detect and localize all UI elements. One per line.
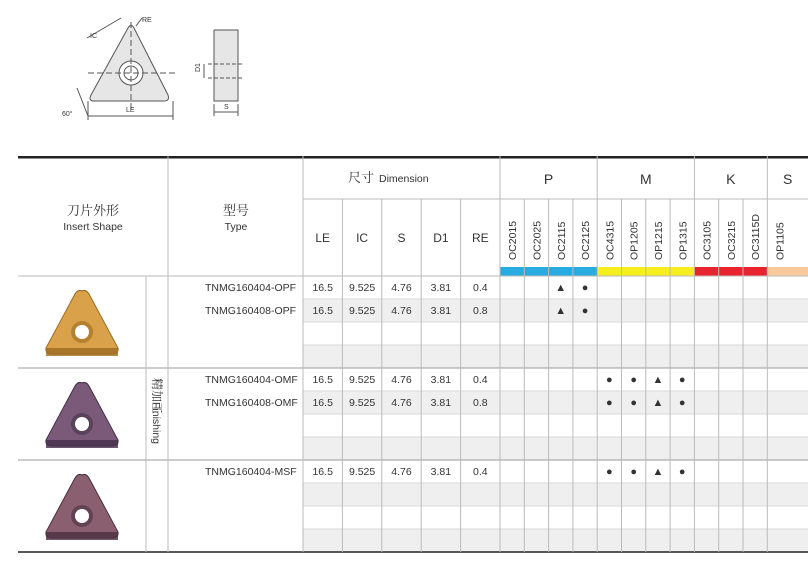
row-0-dim-re: 0.4: [472, 282, 488, 294]
grade-oc3105: OC3105: [701, 220, 714, 260]
row-4-grade-mark: ●: [606, 374, 613, 386]
insert-purple: [46, 382, 118, 448]
row-stripe: [303, 529, 808, 552]
row-0-dim-d1: 3.81: [430, 282, 452, 294]
dimension-subheading: Dimension: [379, 173, 429, 185]
application-cn: 精加工: [150, 378, 164, 415]
row-8-grade-mark: ●: [606, 466, 613, 478]
row-4-dim-le: 16.5: [312, 374, 333, 386]
grade-op1215: OP1215: [652, 221, 665, 260]
row-1-dim-ic: 9.525: [348, 305, 376, 317]
row-8-dim-s: 4.76: [391, 466, 412, 478]
row-1-dim-d1: 3.81: [430, 305, 452, 317]
insert-diagram: [0, 0, 808, 155]
grade-op1205: OP1205: [628, 221, 641, 260]
type-subheading: Type: [224, 221, 248, 233]
row-type-1: TNMG160408-OPF: [205, 305, 297, 317]
angle-label: 60°: [62, 111, 73, 118]
insert-gold: [46, 290, 118, 356]
grade-oc3115d: OC3115D: [750, 214, 763, 260]
row-4-dim-re: 0.4: [472, 374, 488, 386]
group-label-s: S: [782, 171, 793, 187]
row-type-8: TNMG160404-MSF: [205, 466, 297, 478]
dimension-heading: 尺寸: [347, 170, 374, 185]
row-8-dim-re: 0.4: [472, 466, 488, 478]
dim-col-re: RE: [471, 231, 489, 245]
row-8-grade-mark: ●: [678, 466, 686, 478]
row-5-dim-d1: 3.81: [430, 397, 452, 409]
row-5-dim-le: 16.5: [312, 397, 333, 409]
row-5-dim-ic: 9.525: [348, 397, 376, 409]
grade-oc3215: OC3215: [725, 220, 738, 260]
dim-col-d1: D1: [433, 231, 449, 245]
row-5-grade-mark: ●: [606, 397, 613, 409]
grade-op1105: OP1105: [774, 222, 787, 260]
row-0-dim-s: 4.76: [391, 282, 412, 294]
dim-col-ic: IC: [356, 231, 369, 245]
row-8-dim-ic: 9.525: [348, 466, 376, 478]
row-8-dim-d1: 3.81: [430, 466, 452, 478]
le-label: LE: [126, 107, 135, 114]
row-type-5: TNMG160408-OMF: [205, 397, 298, 409]
grade-op1315: OP1315: [677, 221, 690, 260]
row-5-grade-mark: ●: [678, 397, 686, 409]
re-label: RE: [142, 17, 152, 24]
row-stripe: [303, 345, 808, 368]
row-0-grade-mark: ●: [581, 282, 589, 294]
dim-col-s: S: [397, 231, 406, 245]
insert-table: [18, 156, 808, 556]
row-5-grade-mark: ▲: [652, 397, 664, 409]
row-stripe: [303, 391, 808, 414]
row-stripe: [303, 437, 808, 460]
insert-shape-subheading: Insert Shape: [63, 221, 123, 233]
row-4-grade-mark: ●: [678, 374, 686, 386]
row-5-dim-re: 0.8: [472, 397, 488, 409]
row-8-grade-mark: ●: [630, 466, 637, 478]
row-1-grade-mark: ▲: [555, 305, 567, 317]
dim-col-le: LE: [315, 231, 331, 245]
insert-mauve: [46, 474, 118, 540]
d1-label: D1: [195, 63, 202, 72]
row-1-dim-re: 0.8: [472, 305, 488, 317]
row-8-grade-mark: ▲: [652, 466, 664, 478]
row-type-4: TNMG160404-OMF: [205, 374, 298, 386]
insert-shape-heading: 刀片外形: [66, 203, 120, 218]
grade-oc2125: OC2125: [580, 220, 593, 260]
grade-oc4315: OC4315: [604, 220, 617, 260]
grade-oc2025: OC2025: [531, 220, 544, 260]
row-8-dim-le: 16.5: [312, 466, 333, 478]
s-label: S: [224, 104, 229, 111]
grade-oc2015: OC2015: [507, 220, 520, 260]
row-5-dim-s: 4.76: [391, 397, 412, 409]
row-1-grade-mark: ●: [581, 305, 589, 317]
row-4-dim-d1: 3.81: [430, 374, 452, 386]
ic-label: IC: [90, 33, 97, 40]
group-color-bar-k: [694, 267, 767, 276]
group-label-p: P: [543, 171, 554, 187]
row-1-dim-le: 16.5: [312, 305, 333, 317]
row-0-grade-mark: ▲: [555, 282, 567, 294]
row-5-grade-mark: ●: [630, 397, 637, 409]
row-0-dim-ic: 9.525: [348, 282, 376, 294]
row-4-dim-ic: 9.525: [348, 374, 376, 386]
row-4-grade-mark: ▲: [652, 374, 664, 386]
row-4-grade-mark: ●: [630, 374, 637, 386]
application-en: Finishing: [150, 402, 162, 445]
row-0-dim-le: 16.5: [312, 282, 333, 294]
type-heading: 型号: [222, 203, 250, 218]
row-4-dim-s: 4.76: [391, 374, 412, 386]
grade-oc2115: OC2115: [555, 221, 568, 260]
row-stripe: [303, 483, 808, 506]
row-type-0: TNMG160404-OPF: [205, 282, 297, 294]
row-1-dim-s: 4.76: [391, 305, 412, 317]
group-color-bar-s: [767, 267, 808, 276]
group-label-k: K: [726, 171, 736, 187]
group-label-m: M: [639, 171, 652, 187]
